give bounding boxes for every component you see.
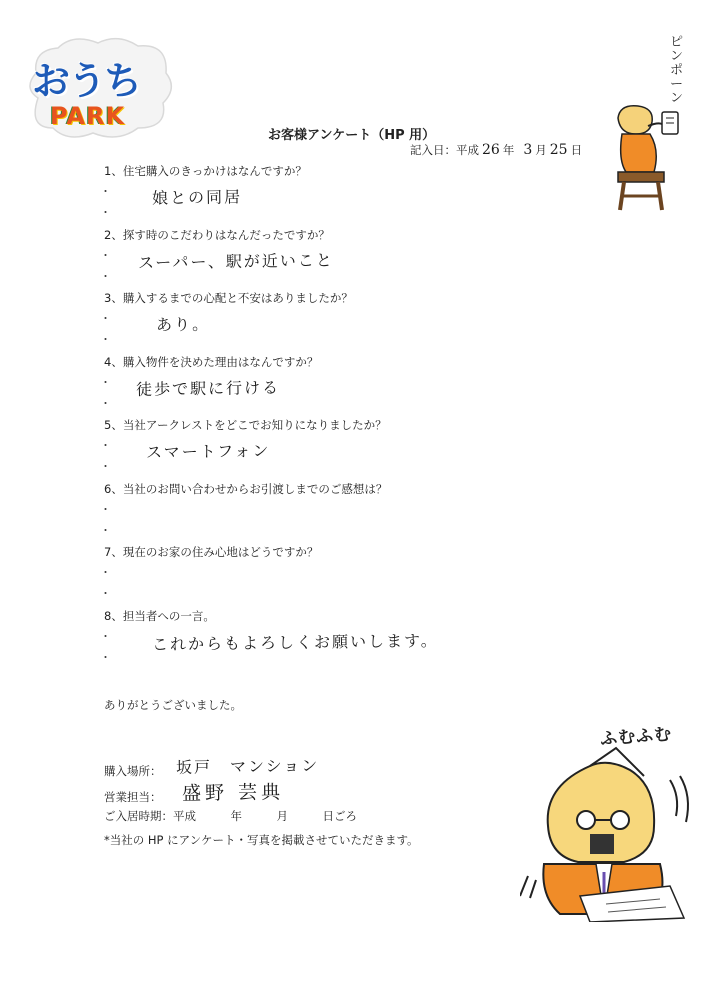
answer-3: あり。 (155, 314, 211, 335)
answer-bullet: ・ (100, 566, 111, 579)
answer-bullet: ・ (100, 248, 111, 262)
date-day-unit: 日 (570, 143, 583, 157)
publish-note: *当社の HP にアンケート・写真を掲載させていただきます。 (104, 833, 419, 847)
answer-bullet: ・ (100, 650, 111, 664)
ouchi-park-logo (18, 28, 178, 148)
question-3: 3、購入するまでの心配と不安はありましたか？ (104, 291, 353, 305)
thanks-text: ありがとうございました。 (104, 698, 242, 712)
question-5: 5、当社アークレストをどこでお知りになりましたか？ (104, 418, 387, 432)
answer-bullet: ・ (100, 185, 111, 198)
date-year: 26 (482, 142, 500, 158)
question-2: 2、探す時のこだわりはなんだったですか？ (104, 227, 330, 242)
question-4: 4、購入物件を決めた理由はなんですか？ (104, 354, 319, 369)
date-label: 記入日：平成 (410, 143, 479, 157)
staff-value: 盛野 芸典 (181, 781, 285, 805)
question-1: 1、住宅購入のきっかけはなんですか？ (104, 164, 307, 178)
move-in-period: ご入居時期：平成 年 月 日ごろ (104, 809, 357, 823)
question-6: 6、当社のお問い合わせからお引渡しまでのご感想は？ (104, 481, 388, 496)
answer-bullet: ・ (100, 523, 111, 537)
answer-bullet: ・ (100, 269, 111, 283)
entry-date (410, 142, 582, 158)
date-month: 3 (523, 142, 533, 158)
answer-bullet: ・ (100, 375, 111, 389)
answer-bullet: ・ (100, 502, 111, 516)
date-year-unit: 年 (502, 143, 515, 157)
footer-info (104, 756, 419, 848)
answer-bullet: ・ (100, 439, 111, 452)
answer-bullet: ・ (100, 206, 111, 219)
page-title: お客様アンケート（HP 用） (268, 128, 436, 143)
answer-8: これからもよろしくお願いします。 (151, 630, 439, 654)
question-8: 8、担当者への一言。 (104, 608, 215, 623)
date-day: 25 (549, 142, 568, 158)
answer-2: スーパー、駅が近いこと (137, 250, 334, 272)
answer-bullet: ・ (100, 396, 111, 410)
writing-mascot (520, 722, 700, 922)
staff-label: 営業担当： (104, 790, 162, 804)
answer-bullet: ・ (100, 460, 111, 473)
logo-top-text: おうち (32, 59, 141, 103)
answer-1: 娘との同居 (151, 187, 243, 208)
dog-on-stool-icon (600, 100, 700, 220)
mascot-caption: ふむふむ (599, 724, 673, 750)
logo-bottom-text: PARK (50, 102, 126, 130)
answer-bullet: ・ (100, 333, 111, 346)
date-month-unit: 月 (535, 143, 547, 157)
place-value: 坂戸 マンション (175, 756, 320, 777)
answer-bullet: ・ (100, 629, 111, 643)
answer-bullet: ・ (100, 312, 111, 325)
answer-4: 徒歩で駅に行ける (135, 377, 281, 399)
question-7: 7、現在のお家の住み心地はどうですか？ (104, 545, 319, 559)
answer-5: スマートフォン (145, 441, 271, 462)
doorbell-mascot (600, 30, 700, 220)
place-label: 購入場所： (104, 764, 162, 778)
answer-bullet: ・ (100, 587, 111, 600)
house-dog-writing-icon (520, 746, 700, 922)
doorbell-caption: ピンポーン (670, 35, 684, 106)
